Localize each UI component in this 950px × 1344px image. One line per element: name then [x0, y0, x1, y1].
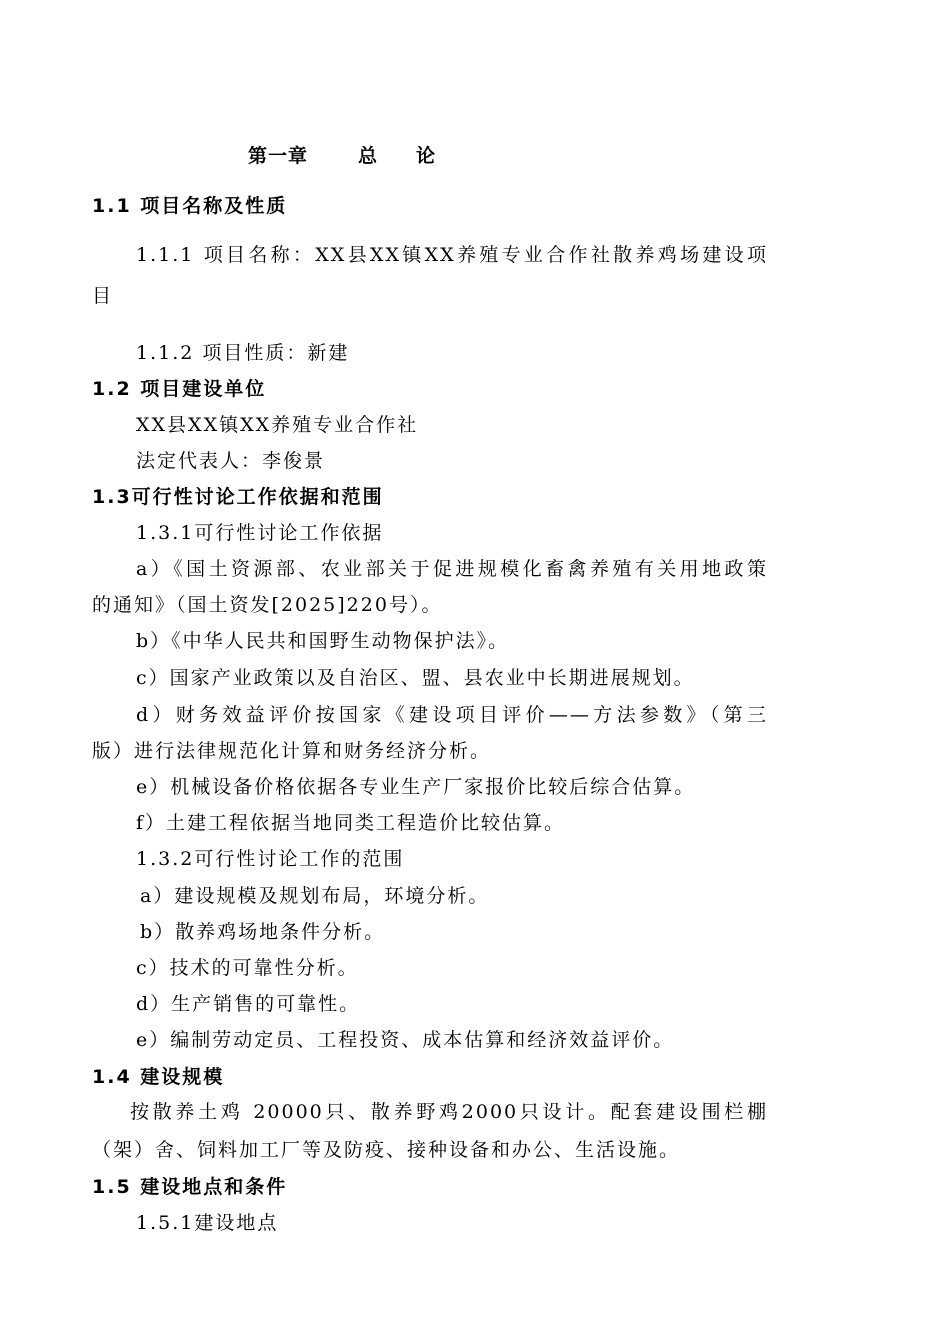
- project-name-line1: 1.1.1 项目名称：XX县XX镇XX养殖专业合作社散养鸡场建设项: [136, 244, 768, 266]
- legal-representative: 法定代表人：李俊景: [136, 450, 326, 472]
- scale-line2: （架）舍、饲料加工厂等及防疫、接种设备和办公、生活设施。: [92, 1139, 681, 1161]
- basis-item-a-line2: 的通知》（国土资发[2025]220号）。: [92, 594, 443, 616]
- basis-item-f: f）土建工程依据当地同类工程造价比较估算。: [136, 812, 566, 834]
- construction-unit: XX县XX镇XX养殖专业合作社: [136, 414, 419, 436]
- basis-title: 1.3.1可行性讨论工作依据: [136, 522, 384, 544]
- basis-item-b: b）《中华人民共和国野生动物保护法》。: [136, 630, 510, 652]
- chapter-number: 第一章: [248, 145, 309, 167]
- scale-line1: 按散养土鸡 20000只、散养野鸡2000只设计。配套建设围栏棚: [130, 1101, 768, 1123]
- basis-item-c: c）国家产业政策以及自治区、盟、县农业中长期进展规划。: [136, 667, 695, 689]
- scope-item-e: e）编制劳动定员、工程投资、成本估算和经济效益评价。: [136, 1029, 675, 1051]
- scope-item-b: b）散养鸡场地条件分析。: [140, 921, 386, 943]
- project-nature: 1.1.2 项目性质：新建: [136, 342, 350, 364]
- scope-item-a: a）建设规模及规划布局，环境分析。: [140, 885, 490, 907]
- scope-title: 1.3.2可行性讨论工作的范围: [136, 848, 405, 870]
- location-title: 1.5.1建设地点: [136, 1212, 279, 1234]
- project-name-line2: 目: [92, 285, 114, 307]
- scope-item-d: d）生产销售的可靠性。: [136, 993, 361, 1015]
- section-1-2-heading: 1.2 项目建设单位: [92, 378, 267, 400]
- scope-item-c: c）技术的可靠性分析。: [136, 957, 359, 979]
- basis-item-e: e）机械设备价格依据各专业生产厂家报价比较后综合估算。: [136, 776, 696, 798]
- chapter-title: 总 论: [358, 145, 446, 167]
- basis-item-a-line1: a）《国土资源部、农业部关于促进规模化畜禽养殖有关用地政策: [136, 558, 768, 580]
- basis-item-d-line2: 版）进行法律规范化计算和财务经济分析。: [92, 740, 492, 762]
- section-1-1-heading: 1.1 项目名称及性质: [92, 195, 288, 217]
- basis-item-d-line1: d）财务效益评价按国家《建设项目评价——方法参数》（第三: [136, 704, 768, 726]
- section-1-4-heading: 1.4 建设规模: [92, 1066, 225, 1088]
- section-1-3-heading: 1.3可行性讨论工作依据和范围: [92, 486, 384, 508]
- section-1-5-heading: 1.5 建设地点和条件: [92, 1176, 288, 1198]
